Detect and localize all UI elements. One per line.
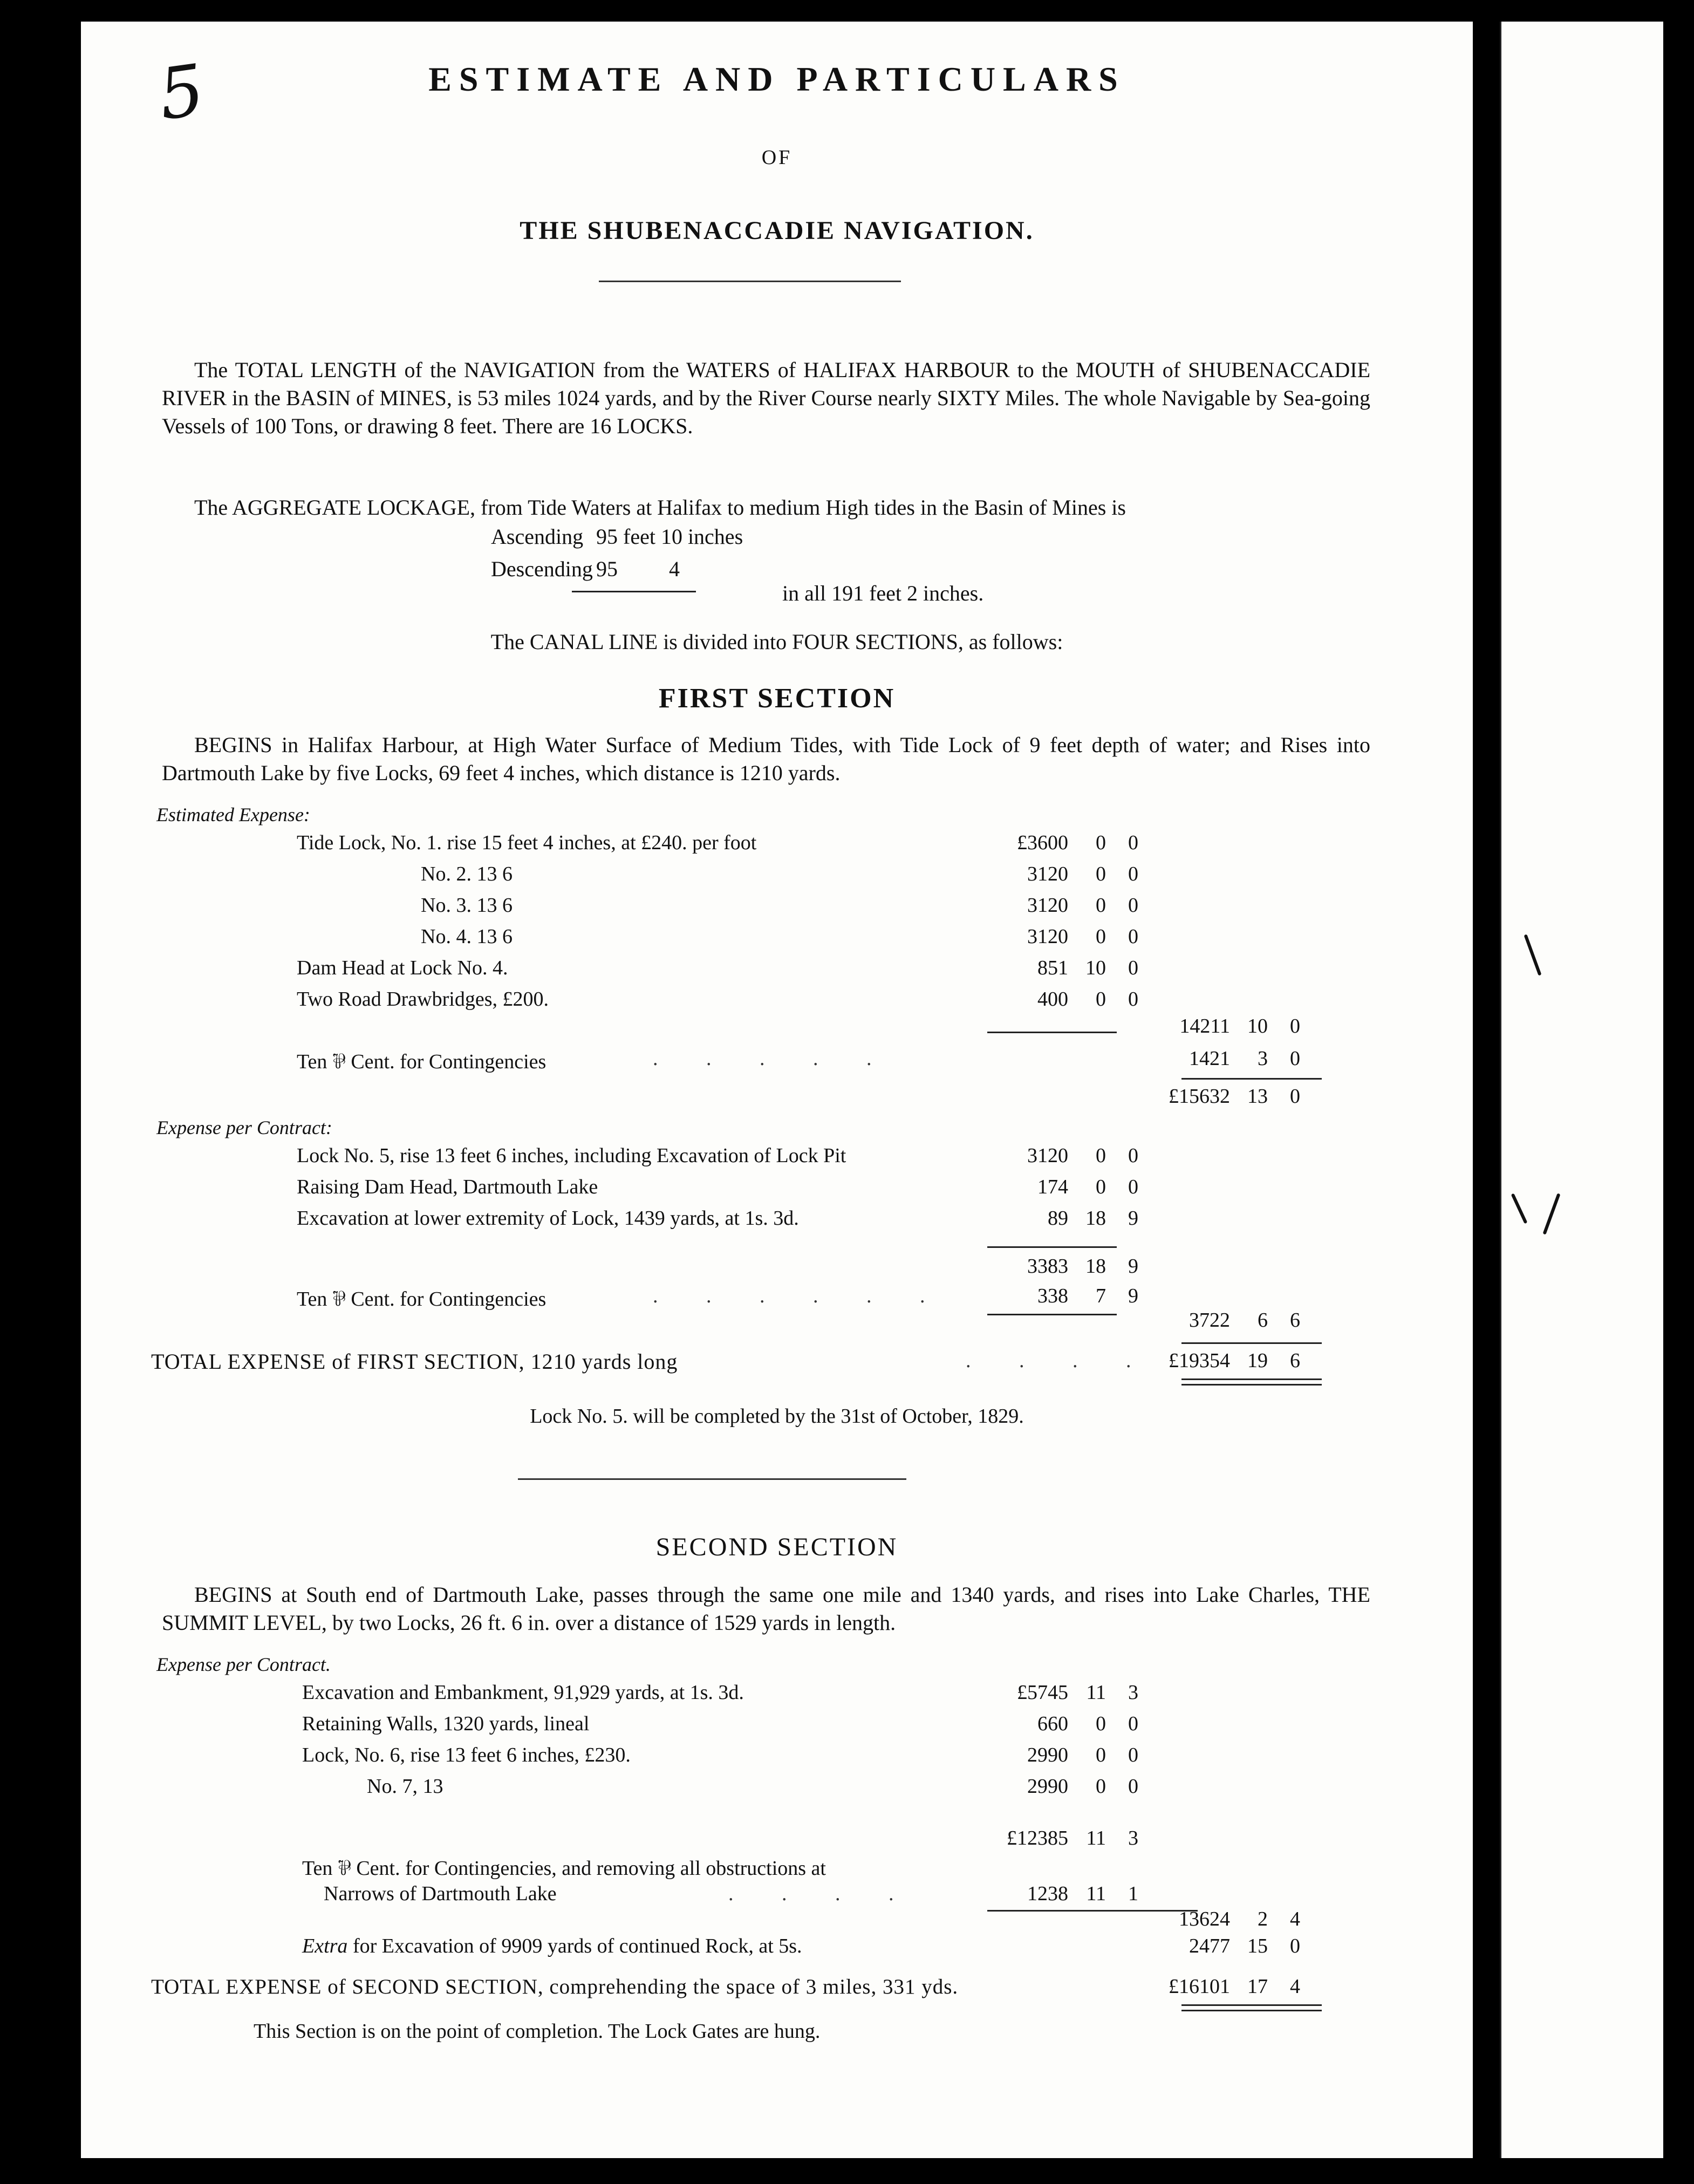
- line-item-label: Excavation and Embankment, 91,929 yards, at 1s. 3d.: [302, 1681, 744, 1704]
- dot-leader: . . . .: [728, 1882, 916, 1905]
- line-item-amount: [976, 893, 1138, 917]
- first-section-total: £19354 19 6: [1169, 1349, 1300, 1372]
- amount-shillings: 0: [1096, 1144, 1106, 1167]
- contract-contingency: 338 7 9: [1037, 1285, 1138, 1307]
- amount-pence: 9: [1128, 1207, 1138, 1230]
- extra-text: for Excavation of 9909 yards of continued Rock, at 5s.: [347, 1935, 802, 1957]
- estimated-contingency: 1421 3 0: [1189, 1047, 1300, 1070]
- section-divider: [518, 1478, 906, 1480]
- canal-line-text: The CANAL LINE is divided into FOUR SECTIONS, as follows:: [490, 630, 1063, 654]
- document-title: ESTIMATE AND PARTICULARS: [428, 60, 1125, 98]
- line-item-label: Excavation at lower extremity of Lock, 1439 yards, at 1s. 3d.: [297, 1207, 799, 1230]
- amount-pence: 0: [1128, 831, 1138, 854]
- estimated-total: £15632 13 0: [1169, 1085, 1300, 1108]
- lockage-total: in all 191 feet 2 inches.: [782, 581, 984, 605]
- line-item-amount: [976, 987, 1138, 1011]
- second-extra-label: [302, 1934, 802, 1958]
- amount-shillings: 0: [1096, 925, 1106, 948]
- line-item-label: Dam Head at Lock No. 4.: [297, 957, 508, 979]
- second-section-heading: SECOND SECTION: [655, 1533, 898, 1561]
- amount-pence: 0: [1128, 925, 1138, 948]
- amount-shillings: 10: [1085, 957, 1106, 979]
- line-item-amount: [976, 831, 1138, 855]
- amount-pounds: 851: [1037, 957, 1068, 979]
- amount-pounds: 660: [1037, 1712, 1068, 1735]
- document-page: [81, 22, 1473, 2158]
- amount-pounds: 3120: [1027, 925, 1068, 948]
- amount-shillings: 0: [1096, 1712, 1106, 1735]
- contract-rule: [987, 1246, 1117, 1248]
- amount-pounds: 174: [1037, 1176, 1068, 1198]
- amount-pounds: 3120: [1027, 894, 1068, 917]
- first-total-rule-top: [1181, 1342, 1322, 1344]
- estimated-subtotal: 14211 10 0: [1179, 1015, 1300, 1038]
- estimated-total-rule: [1181, 1078, 1322, 1080]
- amount-pence: 0: [1128, 957, 1138, 979]
- amount-pounds: 3120: [1027, 863, 1068, 885]
- line-item-amount: [976, 956, 1138, 980]
- document-subtitle: THE SHUBENACCADIE NAVIGATION.: [520, 216, 1034, 245]
- amount-shillings: 0: [1096, 1744, 1106, 1766]
- amount-pounds: 2990: [1027, 1775, 1068, 1798]
- first-total-rule-bottom: [1181, 1378, 1322, 1380]
- amount-shillings: 0: [1096, 1176, 1106, 1198]
- adjacent-page-edge: [1500, 22, 1663, 2158]
- amount-pounds: 2990: [1027, 1744, 1068, 1766]
- scan-border-top: [0, 0, 1694, 22]
- second-extra: 2477 15 0: [1189, 1935, 1300, 1957]
- line-item-label: No. 7, 13: [367, 1775, 443, 1798]
- second-section-total: £16101 17 4: [1169, 1975, 1300, 1998]
- second-contract-label: Expense per Contract.: [156, 1654, 331, 1675]
- ascending-label: Ascending: [491, 524, 584, 549]
- amount-shillings: 0: [1096, 1775, 1106, 1798]
- second-section-completion-note: This Section is on the point of completion. The Lock Gates are hung.: [254, 2020, 821, 2043]
- line-item-label: No. 2. 13 6: [421, 863, 513, 885]
- amount-shillings: 0: [1096, 988, 1106, 1011]
- line-item-amount: [976, 1774, 1138, 1798]
- lockage-paragraph: The AGGREGATE LOCKAGE, from Tide Waters at Halifax to medium High tides in the Basin of Mines is: [194, 495, 1126, 520]
- contract-expense-label: Expense per Contract:: [156, 1117, 332, 1138]
- amount-pounds: £5745: [1017, 1681, 1068, 1704]
- dot-leader: . . . . .: [653, 1047, 893, 1070]
- descending-inches: 4: [669, 557, 680, 581]
- contract-contingency-rule: [987, 1314, 1117, 1315]
- second-total-rule: [1181, 2004, 1322, 2006]
- amount-shillings: 0: [1096, 831, 1106, 854]
- amount-pence: 0: [1128, 988, 1138, 1011]
- amount-pence: 0: [1128, 1176, 1138, 1198]
- amount-pence: 3: [1128, 1681, 1138, 1704]
- margin-mark: [1511, 1193, 1528, 1224]
- line-item-amount: [976, 1712, 1138, 1736]
- amount-pence: 0: [1128, 1775, 1138, 1798]
- descending-label: Descending: [491, 557, 593, 581]
- second-contingency: 1238 11 1: [1027, 1882, 1138, 1905]
- title-divider: [599, 281, 901, 282]
- second-total-rule-2: [1181, 2010, 1322, 2011]
- line-item-amount: [976, 1206, 1138, 1230]
- line-item-amount: [976, 1743, 1138, 1767]
- contract-total: 3722 6 6: [1189, 1309, 1300, 1332]
- amount-pence: 0: [1128, 1712, 1138, 1735]
- first-section-completion-note: Lock No. 5. will be completed by the 31st of October, 1829.: [530, 1405, 1024, 1428]
- line-item-amount: [976, 862, 1138, 886]
- amount-pence: 0: [1128, 894, 1138, 917]
- estimated-rule: [987, 1032, 1117, 1033]
- dot-leader: . . . .: [966, 1349, 1153, 1372]
- line-item-label: Retaining Walls, 1320 yards, lineal: [302, 1712, 590, 1735]
- second-section-description: BEGINS at South end of Dartmouth Lake, passes through the same one mile and 1340 yards, and rises into Lake Charles, THE SUMMIT LEVEL, by two Locks, 26 ft. 6 in. over a distance of 1529 yards in length.: [162, 1582, 1370, 1635]
- contract-contingency-label: Ten ⅌ Cent. for Contingencies: [297, 1288, 547, 1311]
- lockage-rule: [572, 591, 696, 592]
- line-item-label: Two Road Drawbridges, £200.: [297, 988, 549, 1011]
- line-item-label: Lock No. 5, rise 13 feet 6 inches, including Excavation of Lock Pit: [297, 1144, 846, 1167]
- first-section-total-label: TOTAL EXPENSE of FIRST SECTION, 1210 yards long: [151, 1349, 678, 1374]
- second-contingency-label-1: Ten ⅌ Cent. for Contingencies, and removing all obstructions at: [302, 1857, 826, 1880]
- amount-pounds: 3120: [1027, 1144, 1068, 1167]
- amount-pence: 0: [1128, 863, 1138, 885]
- line-item-amount: [976, 1175, 1138, 1199]
- amount-pounds: £3600: [1017, 831, 1068, 854]
- descending-feet: 95: [596, 557, 618, 581]
- second-section-subtotal: 13624 2 4: [1179, 1908, 1300, 1930]
- amount-shillings: 0: [1096, 863, 1106, 885]
- second-contract-subtotal: £12385 11 3: [1007, 1827, 1138, 1849]
- line-item-label: Raising Dam Head, Dartmouth Lake: [297, 1176, 598, 1198]
- line-item-label: Tide Lock, No. 1. rise 15 feet 4 inches, at £240. per foot: [297, 831, 757, 854]
- line-item-amount: [976, 1681, 1138, 1704]
- second-section-total-label: TOTAL EXPENSE of SECOND SECTION, comprehending the space of 3 miles, 331 yds.: [151, 1975, 959, 1998]
- margin-mark: [1543, 1193, 1561, 1234]
- contract-subtotal: 3383 18 9: [1027, 1255, 1138, 1278]
- first-section-heading: FIRST SECTION: [658, 683, 896, 714]
- line-item-label: No. 4. 13 6: [421, 925, 513, 948]
- estimated-contingency-label: Ten ⅌ Cent. for Contingencies: [297, 1050, 547, 1073]
- extra-word: Extra: [302, 1935, 348, 1957]
- amount-pounds: 400: [1037, 988, 1068, 1011]
- handwritten-page-number: 5: [153, 48, 209, 136]
- dot-leader: . . . . . .: [653, 1285, 947, 1307]
- second-contingency-label-2: Narrows of Dartmouth Lake: [324, 1882, 557, 1905]
- amount-pounds: 89: [1048, 1207, 1068, 1230]
- margin-mark: [1524, 934, 1542, 975]
- amount-shillings: 18: [1085, 1207, 1106, 1230]
- first-total-rule-bottom-2: [1181, 1384, 1322, 1386]
- estimated-expense-label: Estimated Expense:: [156, 804, 310, 825]
- line-item-amount: [976, 925, 1138, 948]
- ascending-value: 95 feet 10 inches: [596, 524, 743, 549]
- title-of: OF: [761, 146, 793, 169]
- line-item-amount: [976, 1144, 1138, 1168]
- amount-pence: 0: [1128, 1744, 1138, 1766]
- first-section-description: BEGINS in Halifax Harbour, at High Water Surface of Medium Tides, with Tide Lock of 9 feet depth of water; and Rises into Dartmouth Lake by five Locks, 69 feet 4 inches, which distance is 1210 yards.: [162, 733, 1370, 785]
- intro-paragraph: The TOTAL LENGTH of the NAVIGATION from the WATERS of HALIFAX HARBOUR to the MOUTH of SHUBENACCADIE RIVER in the BASIN of MINES, is 53 miles 1024 yards, and by the River Course nearly SIXTY Miles. The whole Navigable by Sea-going Vessels of 100 Tons, or drawing 8 feet. There are 16 LOCKS.: [162, 358, 1370, 438]
- line-item-label: Lock, No. 6, rise 13 feet 6 inches, £230.: [302, 1744, 631, 1766]
- amount-shillings: 0: [1096, 894, 1106, 917]
- line-item-label: No. 3. 13 6: [421, 894, 513, 917]
- amount-shillings: 11: [1086, 1681, 1106, 1704]
- amount-pence: 0: [1128, 1144, 1138, 1167]
